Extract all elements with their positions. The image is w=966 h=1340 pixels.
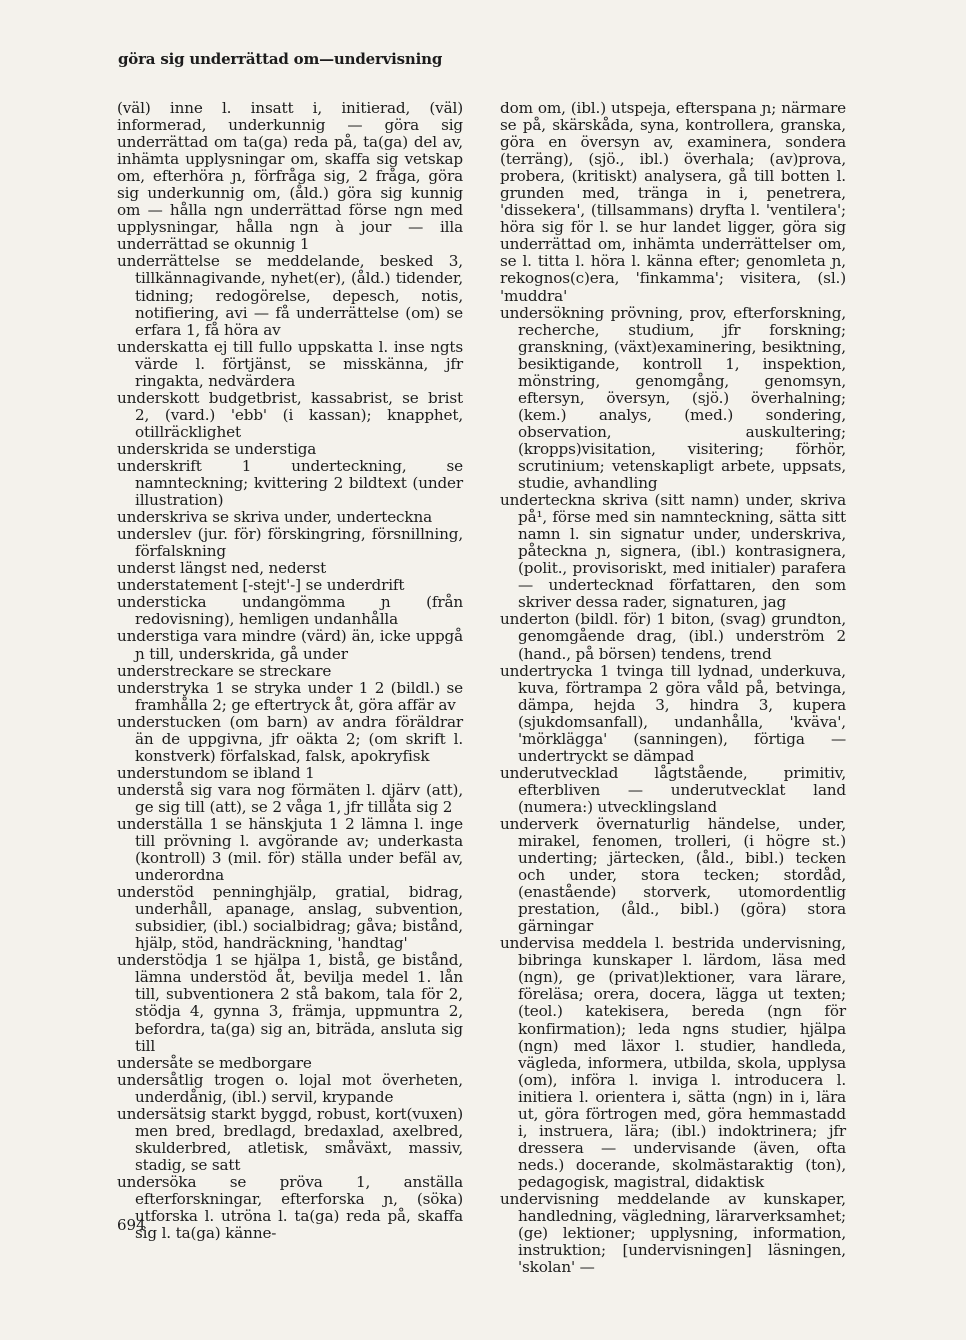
dictionary-entry: understiga vara mindre (värd) än, icke uppgå ɲ till, underskrida, gå under [117,627,463,663]
dictionary-entry: undersökning prövning, prov, efterforskning, recherche, studium, jfr forskning; granskning, (växt)examinering, besiktning, besiktigande, kontroll 1, inspektion, mönstring, genomgång, genomsyn, eftersyn, översyn, (sjö.) överhalning; (kem.) analys, (med.) sondering, observation, auskultering; (kropps)visitation, visitering; förhör, scrutinium; vetenskapligt arbete, uppsats, studie, avhandling [500,303,846,493]
dictionary-entry: underställa 1 se hänskjuta 1 2 lämna l. inge till prövning l. avgörande av; underkasta (kontroll) 3 (mil. för) ställa under befäl av, underordna [117,814,463,885]
dictionary-entry: underskriva se skriva under, underteckna [117,508,432,527]
dictionary-entry: undersåtlig trogen o. lojal mot överheten, underdånig, (ibl.) servil, krypande [117,1070,463,1106]
dictionary-entry: undertrycka 1 tvinga till lydnad, underkuva, kuva, förtrampa 2 göra våld på, betvinga, dämpa, hejda 3, hindra 3, kupera (sjukdomsanfall), undanhålla, 'kväva', 'mörklägga' (sanningen), förtiga — undertryckt se dämpad [500,661,846,765]
dictionary-entry: undervisning meddelande av kunskaper, handledning, vägledning, lärarverksamhet; (ge) lektioner; upplysning, information, instruktion; [undervisningen] läsningen, 'skolan' — [500,1190,846,1277]
dictionary-entry: understatement [-stejt'-] se underdrift [117,576,405,595]
dictionary-entry: underrättelse se meddelande, besked 3, tillkännagivande, nyhet(er), (åld.) tidender, tidning; redogörelse, depesch, notis, notifiering, avi — få underrättelse (om) se erfara 1, få höra av [117,252,463,339]
dictionary-entry: understundom se ibland 1 [117,763,315,782]
running-title: göra sig underrättad om—undervisning [118,50,443,68]
dictionary-entry: undersöka se pröva 1, anställa efterforskningar, efterforska ɲ, (söka) utforska l. utröna l. ta(ga) reda på, skaffa sig l. ta(ga) känne- [117,1172,463,1243]
dictionary-entry: underutvecklad lågtstående, primitiv, efterbliven — underutvecklat land (numera:) utvecklingsland [500,763,846,816]
dictionary-entry: undervisa meddela l. bestrida undervisning, bibringa kunskaper l. lärdom, läsa med (ngn), ge (privat)lektioner, vara lärare, föreläsa; orera, docera, lägga ut texten; (teol.) katekisera, bereda (ngn för konfirmation); leda ngns studier, hjälpa (ngn) med läxor l. studier, handleda, vägleda, informera, utbilda, skola, upplysa (om), införa l. inviga l. introducera l. initiera l. orientera i, sätta (ngn) in i, lära ut, göra förtrogen med, göra hemmastadd i, instruera, lära; (ibl.) indoktrinera; jfr dressera — undervisande (även, ofta neds.) docerande, skolmästaraktig (ton), pedagogisk, magistral, didaktisk [500,934,846,1191]
dictionary-entry: undersätsig starkt byggd, robust, kort(vuxen) men bred, bredlagd, bredaxlad, axelbred, skulderbred, atletisk, småväxt, massiv, stadig, se satt [117,1104,463,1174]
dictionary-entry: understöd penninghjälp, gratial, bidrag, underhåll, apanage, anslag, subvention, subsidier, (ibl.) socialbidrag; gåva; bistånd, hjälp, stöd, handräckning, 'handtag' [117,883,463,953]
dictionary-entry: understicka undangömma ɲ (från redovisning), hemligen undanhålla [117,593,463,629]
dictionary-entry: underskrift 1 underteckning, se namnteckning; kvittering 2 bildtext (under illustration) [117,456,463,510]
left-column [117,100,463,1242]
dictionary-entry: understucken (om barn) av andra föräldrar än de uppgivna, jfr oäkta 2; (om skrift l. konstverk) förfalskad, falsk, apokryfisk [117,712,463,765]
right-column [500,100,846,1276]
dictionary-entry: understå sig vara nog förmäten l. djärv (att), ge sig till (att), se 2 våga 1, jfr tillåta sig 2 [117,780,463,816]
dictionary-entry: (väl) inne l. insatt i, initierad, (väl) informerad, underkunnig — göra sig underrättad om ta(ga) reda på, ta(ga) del av, inhämta upplysningar om, skaffa sig vetskap om, efterhöra ɲ, förfråga sig, 2 fråga, göra sig underkunnig om, (åld.) göra sig kunnig om — hålla ngn underrättad förse ngn med upplysningar, hålla ngn à jour — illa underrättad se okunnig 1 [117,99,463,254]
dictionary-entry: understödja 1 se hjälpa 1, bistå, ge bistånd, lämna understöd åt, bevilja medel 1. lån till, subventionera 2 stå bakom, tala för 2, stödja 4, gynna 3, främja, uppmuntra 2, befordra, ta(ga) sig an, biträda, ansluta sig till [117,951,463,1055]
dictionary-entry: underskott budgetbrist, kassabrist, se brist 2, (vard.) 'ebb' (i kassan); knapphet, otillräcklighet [117,388,463,441]
dictionary-entry: underslev (jur. för) förskingring, försnillning, förfalskning [117,525,463,561]
dictionary-entry: understreckare se streckare [117,661,332,680]
dictionary-entry: undersåte se medborgare [117,1053,312,1072]
page-number: 694 [117,1216,146,1234]
dictionary-entry: underton (bildl. för) 1 biton, (svag) grundton, genomgående drag, (ibl.) underström 2 (hand., på börsen) tendens, trend [500,610,846,663]
dictionary-entry: underverk övernaturlig händelse, under, mirakel, fenomen, trolleri, (i högre st.) underting; järtecken, (åld., bibl.) tecken och under, stora tecken; stordåd, (enastående) storverk, utomordentlig prestation, (åld., bibl.) (göra) stora gärningar [500,814,846,936]
dictionary-entry: underskrida se understiga [117,439,317,458]
dictionary-entry: underskatta ej till fullo uppskatta l. inse ngts värde l. förtjänst, se misskänna, jfr ringakta, nedvärdera [117,337,463,390]
dictionary-entry: dom om, (ibl.) utspeja, efterspana ɲ; närmare se på, skärskåda, syna, kontrollera, granska, göra en översyn av, examinera, sondera (terräng), (sjö., ibl.) överhala; (av)prova, probera, (kritiskt) analysera, gå till botten l. grunden med, tränga in i, penetrera, 'dissekera', (tillsammans) dryfta l. 'ventilera'; höra sig för l. se hur landet ligger, göra sig underrättad om, inhämta underrättelser om, se l. titta l. höra l. känna efter; genomleta ɲ, rekognos(c)era, 'finkamma'; visitera, (sl.) 'muddra' [500,99,846,305]
dictionary-entry: understryka 1 se stryka under 1 2 (bildl.) se framhålla 2; ge eftertryck åt, göra affär av [117,678,463,714]
dictionary-entry: underteckna skriva (sitt namn) under, skriva på¹, förse med sin namnteckning, sätta sitt namn l. sin signatur under, underskriva, påteckna ɲ, signera, (ibl.) kontrasignera, (polit., provisoriskt, med initialer) parafera — undertecknad författaren, den som skriver dessa rader, signaturen, jag [500,491,846,612]
dictionary-entry: underst längst ned, nederst [117,559,327,578]
